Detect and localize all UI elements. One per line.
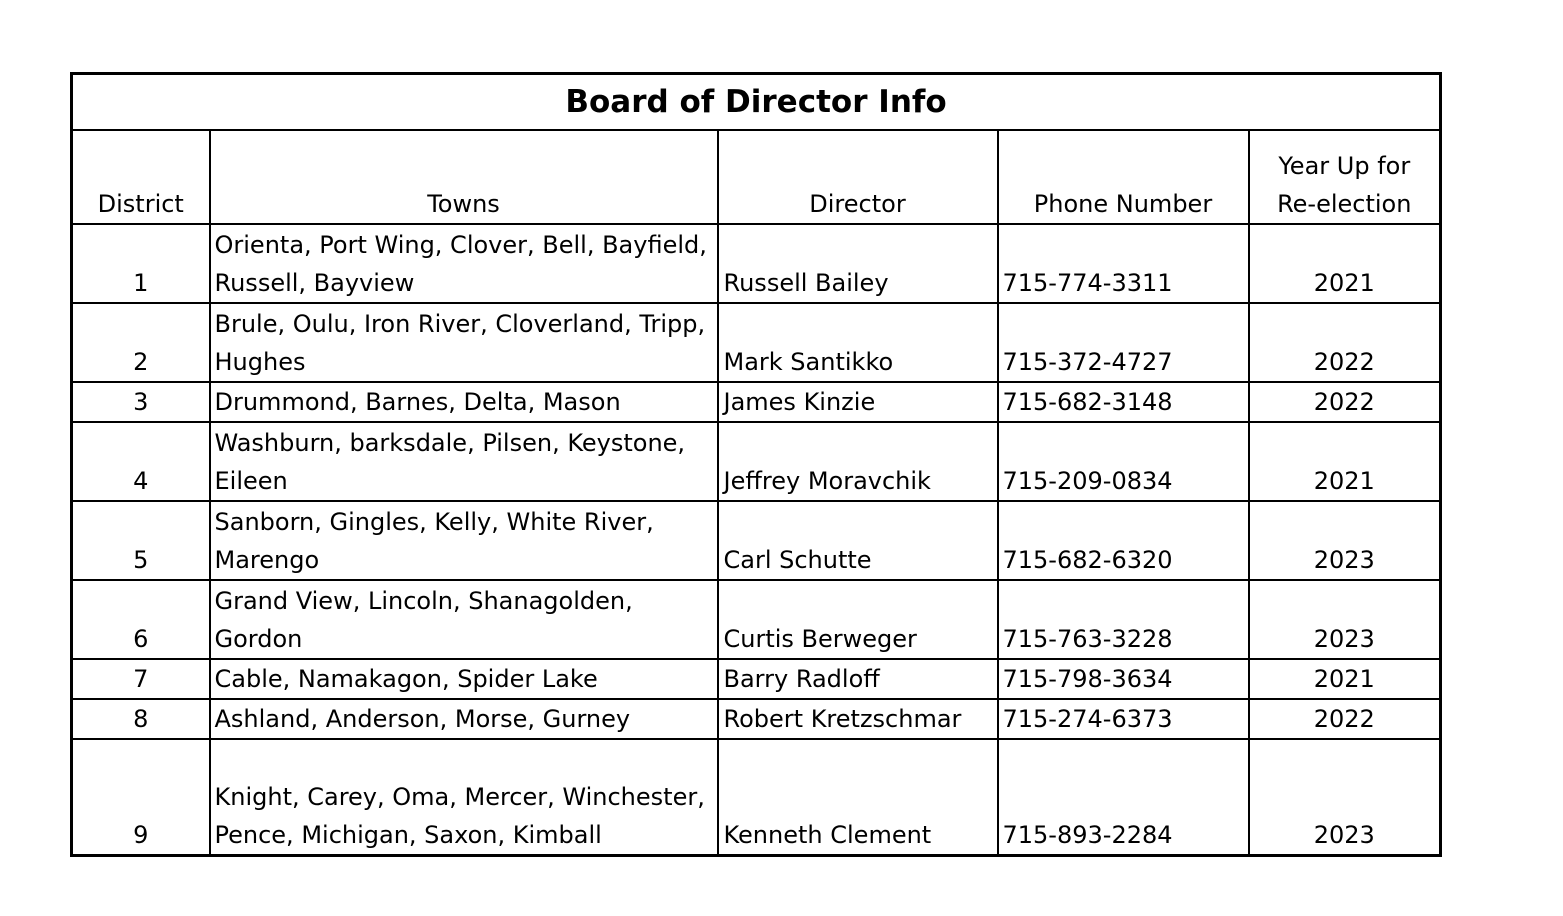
- towns-cell: Drummond, Barnes, Delta, Mason: [210, 382, 718, 422]
- header-row: [72, 130, 1441, 224]
- towns-line: Orienta, Port Wing, Clover, Bell, Bayfield,: [214, 231, 707, 259]
- year-cell: 2021: [1249, 422, 1441, 501]
- towns-cell: [210, 303, 718, 382]
- table-title: Board of Director Info: [72, 74, 1441, 131]
- phone-cell: 715-372-4727: [998, 303, 1249, 382]
- year-cell: 2022: [1249, 303, 1441, 382]
- table-row: [72, 580, 1441, 659]
- district-cell: 9: [72, 739, 210, 856]
- header-year: [1249, 130, 1441, 224]
- towns-cell: [210, 422, 718, 501]
- district-cell: 4: [72, 422, 210, 501]
- header-year-line2: Re-election: [1277, 190, 1412, 218]
- year-cell: 2021: [1249, 224, 1441, 303]
- year-cell: 2022: [1249, 382, 1441, 422]
- director-cell: Curtis Berweger: [718, 580, 998, 659]
- phone-cell: 715-682-3148: [998, 382, 1249, 422]
- header-phone: Phone Number: [998, 130, 1249, 224]
- district-cell: 8: [72, 699, 210, 739]
- towns-line: Sanborn, Gingles, Kelly, White River,: [214, 508, 654, 536]
- phone-cell: 715-798-3634: [998, 659, 1249, 699]
- director-cell: Robert Kretzschmar: [718, 699, 998, 739]
- district-cell: 2: [72, 303, 210, 382]
- phone-cell: 715-774-3311: [998, 224, 1249, 303]
- table-row: [72, 303, 1441, 382]
- towns-line: Pence, Michigan, Saxon, Kimball: [214, 821, 602, 849]
- table-row: [72, 224, 1441, 303]
- table-row: [72, 659, 1441, 699]
- year-cell: 2023: [1249, 501, 1441, 580]
- district-cell: 3: [72, 382, 210, 422]
- towns-cell: [210, 739, 718, 856]
- towns-cell: [210, 224, 718, 303]
- director-cell: James Kinzie: [718, 382, 998, 422]
- district-cell: 6: [72, 580, 210, 659]
- table-row: [72, 382, 1441, 422]
- district-cell: 5: [72, 501, 210, 580]
- title-row: [72, 74, 1441, 131]
- towns-cell: [210, 501, 718, 580]
- towns-cell: [210, 580, 718, 659]
- director-cell: Jeffrey Moravchik: [718, 422, 998, 501]
- director-cell: Russell Bailey: [718, 224, 998, 303]
- phone-cell: 715-274-6373: [998, 699, 1249, 739]
- table-row: [72, 422, 1441, 501]
- towns-line: Russell, Bayview: [214, 269, 415, 297]
- table-row: [72, 501, 1441, 580]
- year-cell: 2021: [1249, 659, 1441, 699]
- towns-line: Eileen: [214, 467, 288, 495]
- director-cell: Kenneth Clement: [718, 739, 998, 856]
- header-towns: Towns: [210, 130, 718, 224]
- district-cell: 7: [72, 659, 210, 699]
- phone-cell: 715-763-3228: [998, 580, 1249, 659]
- towns-line: Brule, Oulu, Iron River, Cloverland, Tripp,: [214, 310, 706, 338]
- year-cell: 2022: [1249, 699, 1441, 739]
- header-director: Director: [718, 130, 998, 224]
- header-district: District: [72, 130, 210, 224]
- towns-line: Grand View, Lincoln, Shanagolden,: [214, 587, 633, 615]
- towns-cell: Cable, Namakagon, Spider Lake: [210, 659, 718, 699]
- year-cell: 2023: [1249, 739, 1441, 856]
- towns-line: Hughes: [214, 348, 306, 376]
- header-year-line1: Year Up for: [1278, 152, 1411, 180]
- phone-cell: 715-682-6320: [998, 501, 1249, 580]
- towns-line: Marengo: [214, 546, 320, 574]
- phone-cell: 715-893-2284: [998, 739, 1249, 856]
- towns-line: Washburn, barksdale, Pilsen, Keystone,: [214, 429, 686, 457]
- towns-cell: Ashland, Anderson, Morse, Gurney: [210, 699, 718, 739]
- table-row: [72, 739, 1441, 856]
- director-cell: Carl Schutte: [718, 501, 998, 580]
- year-cell: 2023: [1249, 580, 1441, 659]
- director-cell: Barry Radloff: [718, 659, 998, 699]
- towns-line: Gordon: [214, 625, 303, 653]
- district-cell: 1: [72, 224, 210, 303]
- board-of-director-table: [70, 72, 1442, 857]
- towns-line: Knight, Carey, Oma, Mercer, Winchester,: [214, 783, 705, 811]
- director-cell: Mark Santikko: [718, 303, 998, 382]
- phone-cell: 715-209-0834: [998, 422, 1249, 501]
- table-row: [72, 699, 1441, 739]
